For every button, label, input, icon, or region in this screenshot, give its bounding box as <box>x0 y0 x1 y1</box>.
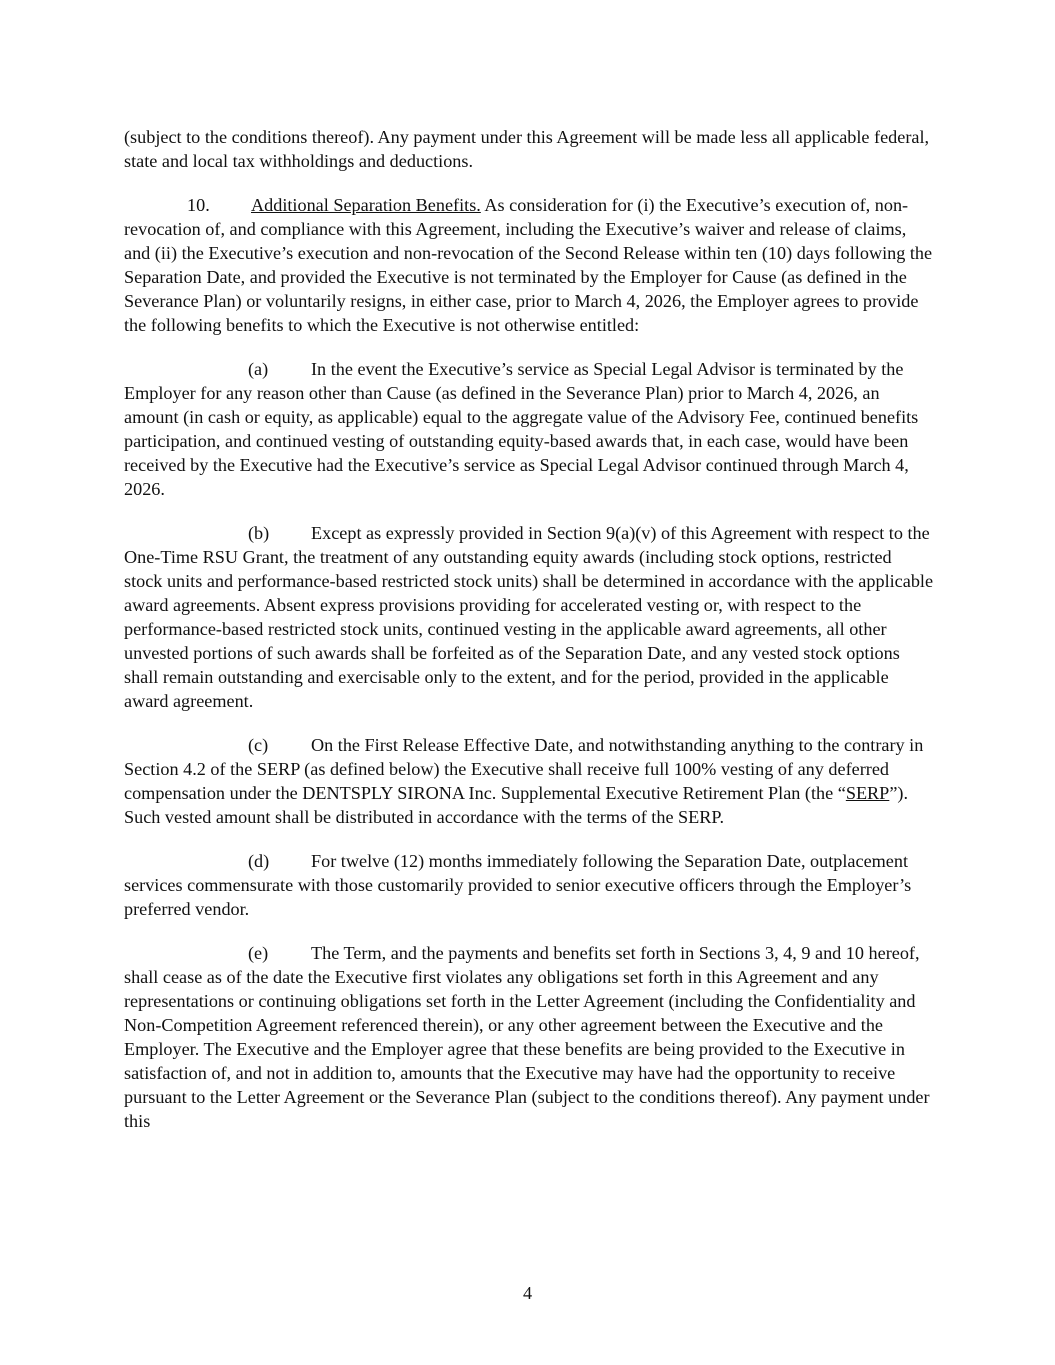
subsection-d-text: For twelve (12) months immediately following the Separation Date, outplacement services commensurate with those customarily provided to senior executive officers through the Employer’s preferred vendor. <box>124 851 912 919</box>
subsection-c-label: (c) <box>248 735 269 755</box>
section-10-heading: Additional Separation Benefits. <box>251 195 481 215</box>
subsection-e-paragraph <box>124 941 934 1133</box>
section-10-paragraph <box>124 193 934 337</box>
page-number: 4 <box>522 1283 533 1303</box>
subsection-a-label: (a) <box>248 359 269 379</box>
serp-defined-term: SERP <box>845 783 890 803</box>
subsection-b-label: (b) <box>248 523 270 543</box>
intro-paragraph: (subject to the conditions thereof). Any payment under this Agreement will be made less all applicable federal, state and local tax withholdings and deductions. <box>124 127 930 171</box>
section-10-body: As consideration for (i) the Executive’s execution of, non-revocation of, and compliance with this Agreement, including the Executive’s waiver and release of claims, and (ii) the Executive’s execution and non-revocation of the Second Release within ten (10) days following the Separation Date, and provided the Executive is not terminated by the Employer for Cause (as defined in the Severance Plan) or voluntarily resigns, in either case, prior to March 4, 2026, the Employer agrees to provide the following benefits to which the Executive is not otherwise entitled: <box>124 195 933 335</box>
subsection-a-text: In the event the Executive’s service as Special Legal Advisor is terminated by the Employer for any reason other than Cause (as defined in the Severance Plan) prior to March 4, 2026, an amount (in cash or equity, as applicable) equal to the aggregate value of the Advisory Fee, continued benefits participation, and continued vesting of outstanding equity-based awards that, in each case, would have been received by the Executive had the Executive’s service as Special Legal Advisor continued through March 4, 2026. <box>124 359 919 499</box>
subsection-c-paragraph <box>124 733 934 829</box>
subsection-b-paragraph <box>124 521 934 713</box>
section-10-number: 10. <box>187 195 210 215</box>
subsection-c-text-before: On the First Release Effective Date, and notwithstanding anything to the contrary in Section 4.2 of the SERP (as defined below) the Executive shall receive full 100% vesting of any deferred compensation under the DENTSPLY SIRONA Inc. Supplemental Executive Retirement Plan (the “ <box>124 735 924 803</box>
subsection-e-label: (e) <box>248 943 269 963</box>
subsection-b-text: Except as expressly provided in Section 9(a)(v) of this Agreement with respect to the One-Time RSU Grant, the treatment of any outstanding equity awards (including stock options, restricted stock units and performance-based restricted stock units) shall be determined in accordance with the applicable award agreements. Absent express provisions providing for accelerated vesting or, with respect to the performance-based restricted stock units, continued vesting in the applicable award agreements, all other unvested portions of such awards shall be forfeited as of the Separation Date, and any vested stock options shall remain outstanding and exercisable only to the extent, and for the period, provided in the applicable award agreement. <box>124 523 934 711</box>
subsection-e-text: The Term, and the payments and benefits set forth in Sections 3, 4, 9 and 10 hereof, shall cease as of the date the Executive first violates any obligations set forth in this Agreement and any representations or continuing obligations set forth in the Letter Agreement (including the Confidentiality and Non-Competition Agreement referenced therein), or any other agreement between the Executive and the Employer. The Executive and the Employer agree that these benefits are being provided to the Executive in satisfaction of, and not in addition to, amounts that the Executive may have had the opportunity to receive pursuant to the Letter Agreement or the Severance Plan (subject to the conditions thereof). Any payment under this <box>124 943 930 1131</box>
subsection-d-paragraph <box>124 849 934 921</box>
subsection-d-label: (d) <box>248 851 270 871</box>
subsection-c-text-after: ”). Such vested amount shall be distributed in accordance with the terms of the SERP. <box>124 783 908 827</box>
subsection-a-paragraph <box>124 357 934 501</box>
document-page <box>124 125 934 1153</box>
